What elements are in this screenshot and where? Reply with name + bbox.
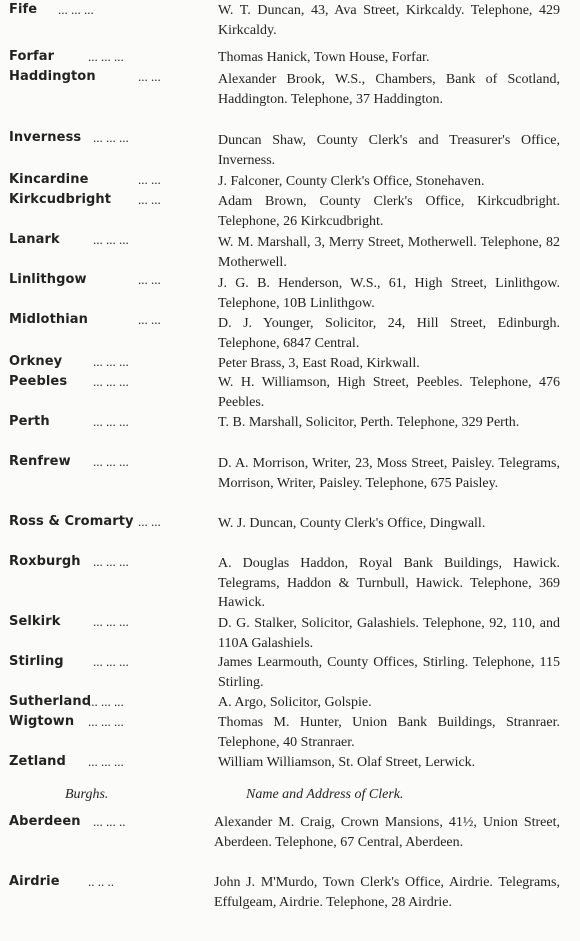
dot-leader: ... ...: [138, 172, 161, 187]
county-name: Zetland: [9, 754, 66, 769]
dot-leader: ... ...: [138, 312, 161, 327]
dot-leader: ... ... ...: [93, 614, 129, 629]
dot-leader: ... ... ...: [58, 2, 94, 17]
county-name: Midlothian: [9, 312, 89, 327]
county-name: Forfar: [9, 49, 55, 64]
clerk-address: Thomas M. Hunter, Union Bank Buildings, Stranraer. Telephone, 40 Stranraer.: [218, 715, 560, 750]
dot-leader: ... ... ...: [93, 232, 129, 247]
clerk-address: Peter Brass, 3, East Road, Kirkwall.: [218, 356, 420, 371]
clerk-address: D. A. Morrison, Writer, 23, Moss Street, Paisley. Telegrams, Morrison, Writer, Paisley. Telephone, 675 Paisley.: [218, 456, 560, 491]
county-name: Kincardine: [9, 172, 89, 187]
dot-leader: ... ... ...: [93, 414, 129, 429]
county-name: Stirling: [9, 654, 64, 669]
clerk-address: A. Douglas Haddon, Royal Bank Buildings, Hawick. Telegrams, Haddon & Turnbull, Hawick. Telephone, 369 Hawick.: [218, 556, 560, 610]
clerk-address: J. G. B. Henderson, W.S., 61, High Street, Linlithgow. Telephone, 10B Linlithgow.: [218, 276, 560, 311]
county-name: Selkirk: [9, 614, 61, 629]
county-name: Kirkcudbright: [9, 192, 112, 207]
clerk-heading: Name and Address of Clerk.: [246, 787, 404, 802]
county-name: Haddington: [9, 69, 96, 84]
dot-leader: ... ... ...: [93, 554, 129, 569]
clerk-address: William Williamson, St. Olaf Street, Lerwick.: [218, 755, 476, 770]
dot-leader: ... ... ...: [88, 694, 124, 709]
clerk-address: Alexander Brook, W.S., Chambers, Bank of Scotland, Haddington. Telephone, 37 Haddington.: [218, 72, 560, 107]
dot-leader: .. .. ..: [88, 874, 114, 889]
county-name: Renfrew: [9, 454, 71, 469]
clerk-address: W. M. Marshall, 3, Merry Street, Motherwell. Telephone, 82 Motherwell.: [218, 235, 560, 270]
clerk-address: Alexander M. Craig, Crown Mansions, 41½, Union Street, Aberdeen. Telephone, 67 Central, Aberdeen.: [214, 815, 560, 850]
dot-leader: ... ... ...: [93, 454, 129, 469]
county-name: Inverness: [9, 130, 82, 145]
county-name: Ross & Cromarty: [9, 514, 134, 529]
clerk-address: A. Argo, Solicitor, Golspie.: [218, 695, 372, 710]
dot-leader: ... ... ...: [93, 354, 129, 369]
clerk-address: J. Falconer, County Clerk's Office, Stonehaven.: [218, 174, 485, 189]
clerk-address: Adam Brown, County Clerk's Office, Kirkcudbright. Telephone, 26 Kirkcudbright.: [218, 194, 560, 229]
dot-leader: ... ... ...: [93, 130, 129, 145]
clerk-address: D. G. Stalker, Solicitor, Galashiels. Telephone, 92, 110, and 110A Galashiels.: [218, 616, 560, 651]
dot-leader: ... ... ...: [88, 754, 124, 769]
county-name: Lanark: [9, 232, 60, 247]
dot-leader: ... ... ...: [88, 714, 124, 729]
dot-leader: ... ... ...: [88, 49, 124, 64]
dot-leader: ... ... ...: [93, 374, 129, 389]
clerk-address: Duncan Shaw, County Clerk's and Treasurer's Office, Inverness.: [218, 133, 560, 168]
county-name: Peebles: [9, 374, 68, 389]
dot-leader: ... ... ..: [93, 814, 126, 829]
clerk-address: Thomas Hanick, Town House, Forfar.: [218, 50, 430, 65]
dot-leader: ... ... ...: [93, 654, 129, 669]
section-heading: [0, 785, 580, 805]
dot-leader: ... ...: [138, 272, 161, 287]
dot-leader: ... ...: [138, 192, 161, 207]
county-name: Fife: [9, 2, 38, 17]
clerk-address: T. B. Marshall, Solicitor, Perth. Telephone, 329 Perth.: [218, 415, 520, 430]
county-name: Sutherland: [9, 694, 92, 709]
burgh-name: Airdrie: [9, 874, 60, 889]
clerk-address: W. T. Duncan, 43, Ava Street, Kirkcaldy. Telephone, 429 Kirkcaldy.: [218, 3, 560, 38]
clerk-address: John J. M'Murdo, Town Clerk's Office, Airdrie. Telegrams, Effulgeam, Airdrie. Telephone, 28 Airdrie.: [214, 875, 560, 910]
clerk-address: James Learmouth, County Offices, Stirling. Telephone, 115 Stirling.: [218, 655, 560, 690]
dot-leader: ... ...: [138, 514, 161, 529]
county-name: Perth: [9, 414, 50, 429]
clerk-address: W. J. Duncan, County Clerk's Office, Dingwall.: [218, 516, 486, 531]
county-name: Linlithgow: [9, 272, 87, 287]
burgh-name: Aberdeen: [9, 814, 81, 829]
county-name: Wigtown: [9, 714, 75, 729]
clerk-address: W. H. Williamson, High Street, Peebles. Telephone, 476 Peebles.: [218, 375, 560, 410]
dot-leader: ... ...: [138, 69, 161, 84]
burghs-heading: Burghs.: [65, 787, 109, 802]
clerk-address: D. J. Younger, Solicitor, 24, Hill Street, Edinburgh. Telephone, 6847 Central.: [218, 316, 560, 351]
county-name: Orkney: [9, 354, 63, 369]
county-name: Roxburgh: [9, 554, 81, 569]
